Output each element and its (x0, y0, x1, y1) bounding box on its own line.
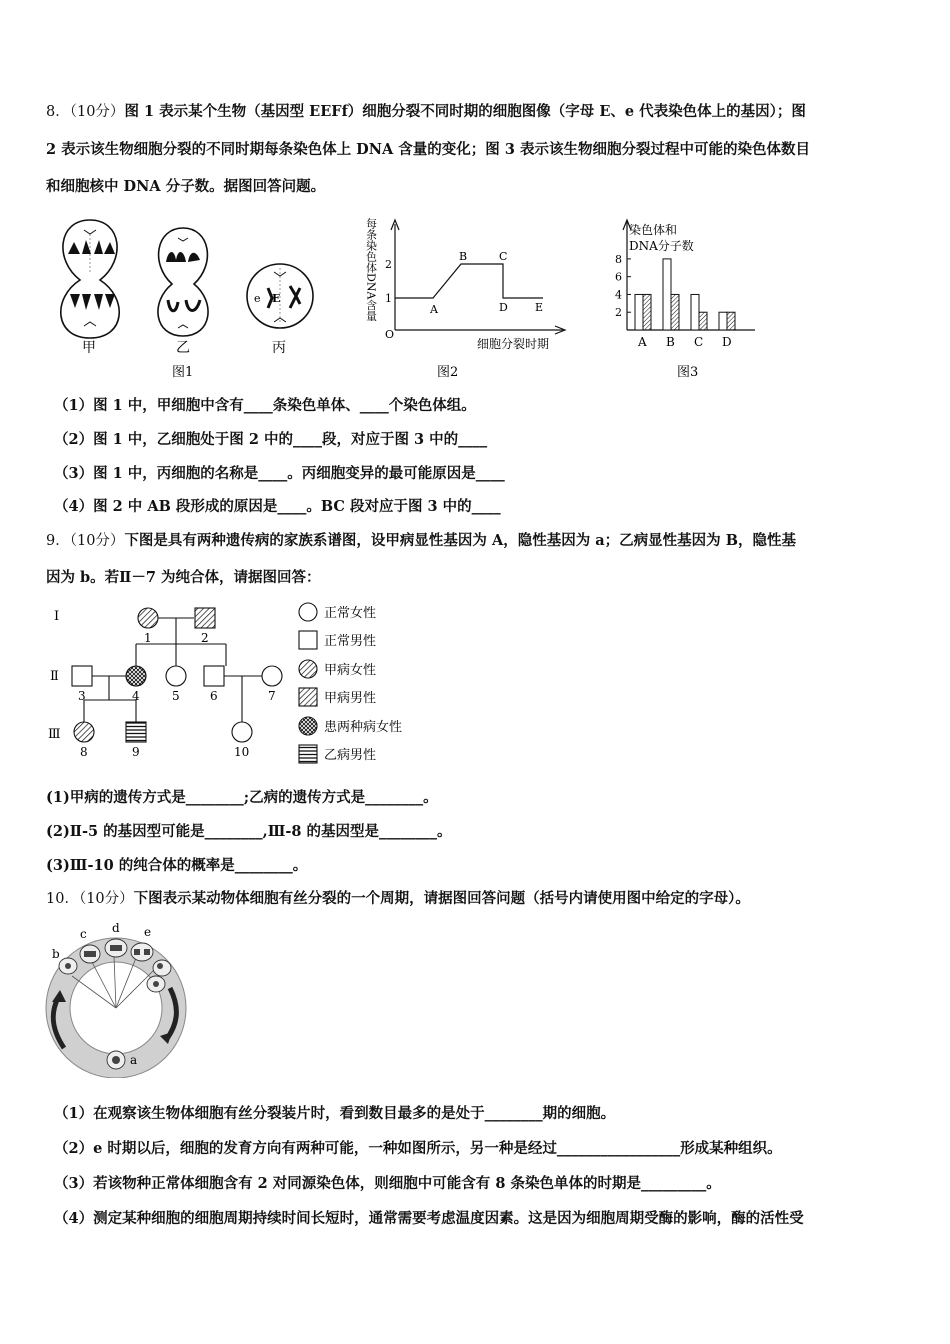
fig3-bar-D-chromosome (719, 312, 727, 330)
generation-I: Ⅰ (54, 609, 60, 624)
person-10 (232, 722, 252, 742)
person-label-6: 6 (210, 689, 218, 703)
fig2-ytick-1: 1 (385, 292, 392, 305)
q10-sub2: （2）e 时期以后，细胞的发育方向有两种可能，一种如图所示，另一种是经过_________________形成某种组织。 (54, 1140, 782, 1157)
person-label-2: 2 (201, 631, 209, 645)
q8-stem-line2: 2 表示该生物细胞分裂的不同时期每条染色体上 DNA 含量的变化；图 3 表示该生物细胞分裂过程中可能的染色体数目 (46, 141, 810, 158)
person-2 (195, 608, 215, 628)
q10-sub3: （3）若该物种正常体细胞含有 2 对同源染色体，则细胞中可能含有 8 条染色单体的时期是_________。 (54, 1175, 721, 1192)
fig3-bar-A-chromosome (635, 294, 643, 330)
legend-both-female-symbol (299, 717, 317, 735)
fig2-caption: 图2 (437, 365, 459, 380)
stage-label-d: d (112, 921, 120, 935)
person-4 (126, 666, 146, 686)
q8-sub3: （3）图 1 中，丙细胞的名称是____。丙细胞变异的最可能原因是____ (54, 465, 505, 482)
q10-text-line1: 下图表示某动物体细胞有丝分裂的一个周期，请据图回答问题（括号内请使用图中给定的字母）。 (133, 890, 750, 907)
q9-stem-line1 (46, 531, 796, 551)
legend-normal-female: 正常女性 (324, 606, 377, 621)
fig3-category-A: A (638, 335, 647, 349)
cell-label-yi: 乙 (176, 340, 190, 356)
fig3-title-line1: 染色体和 (629, 223, 678, 237)
fig2-xlabel: 细胞分裂时期 (477, 337, 550, 351)
fig3-bar-C-dna (699, 312, 707, 330)
fig3-category-C: C (694, 335, 704, 349)
legend-normal-male: 正常男性 (324, 634, 377, 649)
person-1 (138, 608, 158, 628)
q10-sub1: （1）在观察该生物体细胞有丝分裂装片时，看到数目最多的是处于________期的细胞。 (54, 1105, 616, 1122)
person-label-3: 3 (78, 689, 86, 703)
stage-label-c: c (80, 927, 87, 941)
person-7 (262, 666, 282, 686)
person-label-8: 8 (80, 745, 88, 759)
person-5 (166, 666, 186, 686)
fig2-point-C: C (499, 250, 508, 263)
q9-sub3: (3)Ⅲ-10 的纯合体的概率是________。 (46, 857, 308, 874)
q8-stem-line1 (46, 102, 806, 122)
person-label-5: 5 (172, 689, 180, 703)
fig2-ylabel-group (365, 217, 378, 322)
fig2-origin: O (385, 328, 395, 341)
q8-score: （10分） (69, 104, 125, 120)
stage-label-e: e (144, 925, 152, 939)
q8-stem-line3: 和细胞核中 DNA 分子数。据图回答问题。 (46, 178, 326, 195)
fig3-bar-A-dna (643, 294, 651, 330)
q9-stem-line2: 因为 b。若Ⅱ－7 为纯合体，请据图回答： (46, 569, 321, 586)
q10-number: 10． (46, 891, 79, 907)
fig3-caption: 图3 (677, 365, 699, 380)
fig1-cell-images (40, 210, 340, 385)
cell-cycle-diagram (40, 918, 200, 1078)
legend-disease-a-female-symbol (299, 660, 317, 678)
fig3-bar-C-chromosome (691, 294, 699, 330)
fig1-caption: 图1 (172, 365, 194, 380)
fig3-bar-B-chromosome (663, 259, 671, 330)
gene-upper-E: E (272, 292, 281, 305)
fig2-curve (395, 264, 543, 298)
cell-label-bing: 丙 (272, 340, 286, 356)
cell-bing (247, 264, 313, 328)
fig3-bar-B-dna (671, 294, 679, 330)
fig3-bar-D-dna (727, 312, 735, 330)
stage-label-a: a (130, 1053, 138, 1067)
cell-jia (61, 220, 119, 338)
stage-label-b: b (52, 947, 60, 961)
cell-label-jia: 甲 (82, 340, 96, 356)
q8-text-line1: 图 1 表示某个生物（基因型 EEFf）细胞分裂不同时期的细胞图像（字母 E、e 代表染色体上的基因）；图 (124, 103, 806, 120)
legend-disease-a-female: 甲病女性 (324, 663, 377, 678)
person-9 (126, 722, 146, 742)
cell-yi (158, 228, 208, 336)
fig3-ytick-label-8: 8 (615, 252, 622, 266)
person-label-7: 7 (268, 689, 276, 703)
person-label-9: 9 (132, 745, 140, 759)
person-3 (72, 666, 92, 686)
q8-number: 8． (46, 104, 70, 120)
q8-sub4: （4）图 2 中 AB 段形成的原因是____。BC 段对应于图 3 中的____ (54, 498, 501, 515)
q9-sub1: (1)甲病的遗传方式是________;乙病的遗传方式是________。 (46, 789, 438, 806)
generation-II: Ⅱ (50, 669, 59, 684)
pedigree-chart (40, 596, 440, 771)
legend-normal-male-symbol (299, 631, 317, 649)
q9-sub2: (2)Ⅱ-5 的基因型可能是________,Ⅲ-8 的基因型是________。 (46, 823, 452, 840)
q9-text-line1: 下图是具有两种遗传病的家族系谱图，设甲病显性基因为 A，隐性基因为 a；乙病显性基因为 B，隐性基 (124, 532, 796, 549)
q10-score: （10分） (78, 891, 134, 907)
fig2-dna-graph (355, 212, 585, 384)
person-6 (204, 666, 224, 686)
person-label-10: 10 (234, 745, 250, 759)
q10-sub4: （4）测定某种细胞的细胞周期持续时间长短时，通常需要考虑温度因素。这是因为细胞周期受酶的影响，酶的活性受 (54, 1210, 804, 1227)
fig3-bar-chart (605, 212, 770, 384)
q9-score: （10分） (69, 533, 125, 549)
fig2-point-B: B (459, 250, 468, 263)
fig3-ytick-label-4: 4 (615, 288, 622, 302)
q8-sub1: （1）图 1 中，甲细胞中含有____条染色单体、____个染色体组。 (54, 397, 476, 414)
legend-disease-a-male: 甲病男性 (324, 691, 377, 706)
legend-disease-b-male-symbol (299, 745, 317, 763)
fig2-ylabel: 每条染色体DNA含量 (364, 218, 378, 322)
fig3-ytick-label-2: 2 (615, 306, 622, 320)
q9-number: 9． (46, 533, 70, 549)
legend-both-female: 患两种病女性 (324, 720, 403, 735)
legend-disease-b-male: 乙病男性 (324, 748, 377, 763)
person-label-4: 4 (132, 689, 140, 703)
person-label-1: 1 (144, 631, 152, 645)
legend-disease-a-male-symbol (299, 688, 317, 706)
fig2-point-E: E (535, 301, 544, 314)
fig3-category-D: D (722, 335, 732, 349)
fig2-point-A: A (430, 303, 438, 316)
gene-lower-e: e (254, 292, 261, 305)
fig3-category-B: B (666, 335, 675, 349)
legend-normal-female-symbol (299, 603, 317, 621)
q8-sub2: （2）图 1 中，乙细胞处于图 2 中的____段，对应于图 3 中的____ (54, 431, 488, 448)
q10-stem-line1 (46, 889, 750, 909)
fig2-ytick-2: 2 (385, 258, 392, 271)
person-8 (74, 722, 94, 742)
fig3-title-line2: DNA分子数 (629, 239, 694, 253)
generation-III: Ⅲ (48, 727, 61, 742)
fig2-point-D: D (499, 301, 508, 314)
fig3-ytick-label-6: 6 (615, 270, 622, 284)
